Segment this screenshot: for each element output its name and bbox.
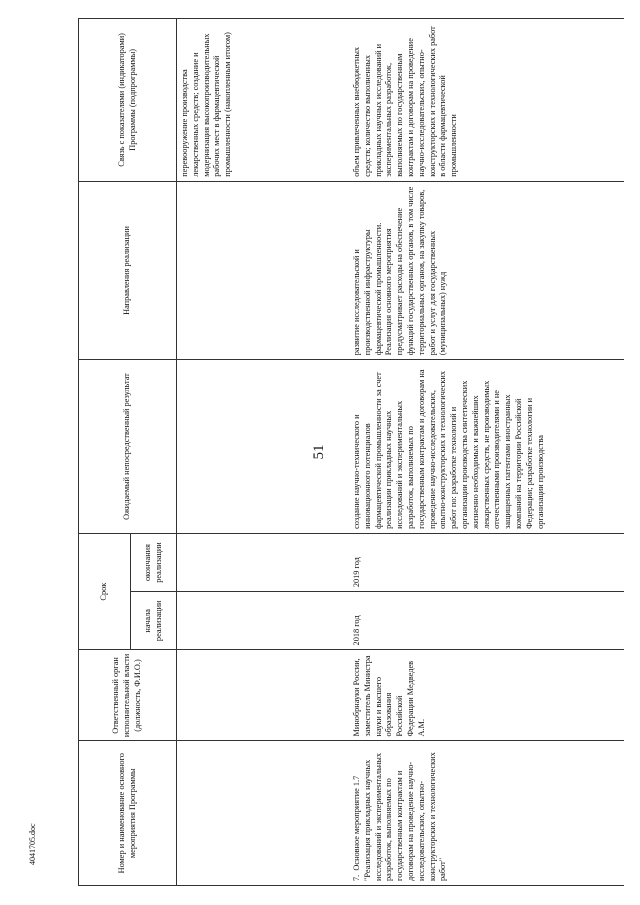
- row-directions-cell: развитие исследовательской и производственной инфраструктуры фармацевтической промышленности. Реализация основного мероприятия предусматривает расходы на обеспечение функций государственных органов, в том числе территориальных органов, на закупку товаров, работ и услуг для государственных (муниципальных) нужд: [349, 181, 624, 360]
- header-name: Номер и наименование основного мероприятия Программы: [79, 741, 177, 886]
- row-number: 7.: [352, 874, 361, 881]
- header-directions: Направления реализации: [79, 181, 177, 360]
- row-end-cell: 2019 год: [349, 533, 624, 591]
- cell-empty: [177, 360, 350, 534]
- program-table: [78, 18, 624, 886]
- header-result: Ожидаемый непосредственный результат: [79, 360, 177, 534]
- program-table-rotated: [78, 18, 611, 886]
- cell-empty: [177, 741, 350, 886]
- row-start-cell: 2018 год: [349, 592, 624, 650]
- header-term: Срок: [79, 533, 131, 650]
- header-term-start: начала реализации: [131, 592, 177, 650]
- cell-empty: [177, 181, 350, 360]
- header-responsible: Ответственный орган исполнительной власти (должность, Ф.И.О.): [79, 650, 177, 741]
- cell-empty: [177, 533, 350, 591]
- row-name-cell: [349, 741, 624, 886]
- header-indicators: Связь с показателями (индикаторами) Программы (подпрограммы): [79, 19, 177, 182]
- cell-empty: [177, 592, 350, 650]
- header-term-end: окончания реализации: [131, 533, 177, 591]
- continuation-row: [177, 19, 350, 886]
- row-name: Основное мероприятие 1.7 "Реализация прикладных научных исследований и экспериментальных разработок, выполняемых по государственным контрактам и договорам на проведение научно-исследовательских, опытно-конструкторских и технологических работ": [352, 752, 448, 881]
- row-responsible-cell: Минобрнауки России, заместитель Министра науки и высшего образования Российской Федерации Медведев А.М.: [349, 650, 624, 741]
- row-result-cell: создание научно-технического и инновационного потенциалов фармацевтической промышленности за счет реализации прикладных научных исследований и экспериментальных разработок, выполняемых по государственным контрактам и договорам на проведение научно-исследовательских, опытно-конструкторских и технологических работ по: разработке технологий и организации производства синтетических жизненно необходимых и важнейших лекарственных средств, не производимых отечественными производителями и не защищенных патентами иностранных компаний на территории Российской Федерации; разработке технологии и организации производства: [349, 360, 624, 534]
- row-indicators-cell: объем привлеченных внебюджетных средств; количество выполненных прикладных научных исследований и экспериментальных разработок, выполняемых по государственным контрактам и договорам на проведение научно-исследовательских, опытно-конструкторских и технологических работ в области фармацевтической промышленности: [349, 19, 624, 182]
- table-row: [349, 19, 624, 886]
- file-reference: 4041705.doc: [28, 823, 37, 865]
- page-number: 51: [311, 444, 327, 460]
- continuation-indicators-cell: перевооружение производства лекарственных средств; создание и модернизация высокопроизводительных рабочих мест в фармацевтической промышленности (накопленным итогом): [177, 19, 350, 182]
- cell-empty: [177, 650, 350, 741]
